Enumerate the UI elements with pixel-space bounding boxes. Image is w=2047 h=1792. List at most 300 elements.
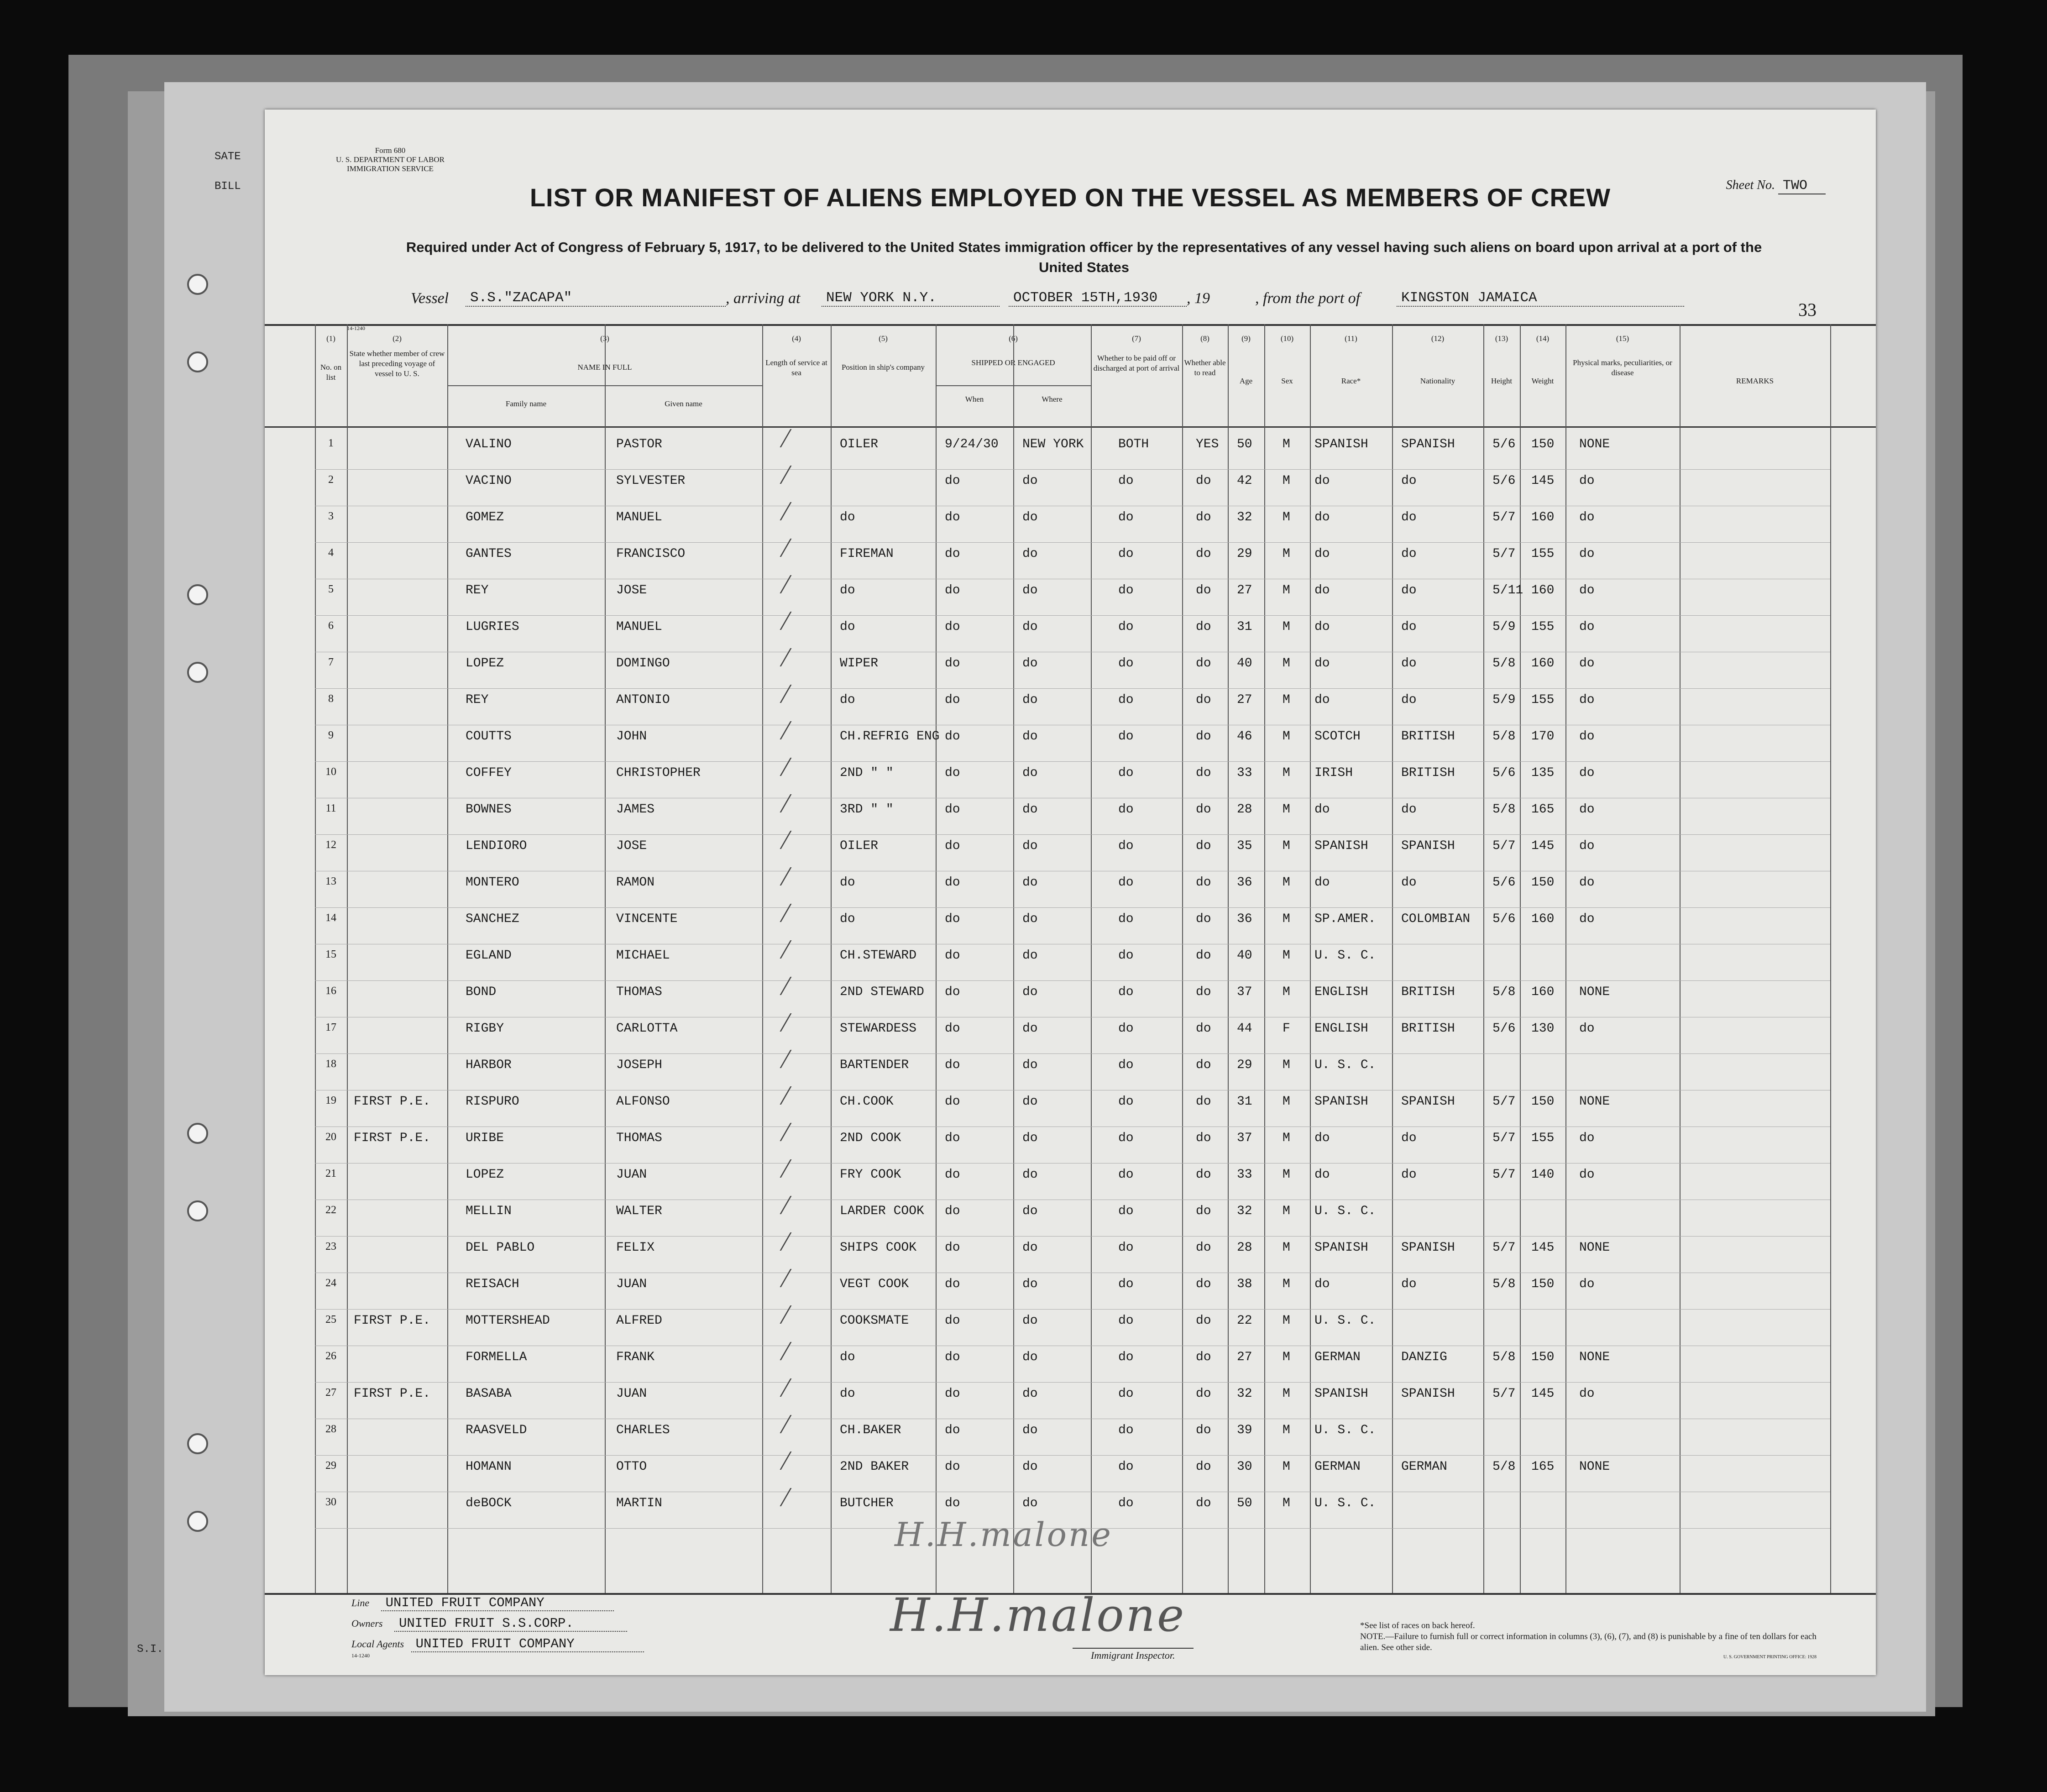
row-able-read: do [1196, 547, 1211, 561]
row-physical-marks: NONE [1579, 1095, 1610, 1109]
row-given-name: JUAN [616, 1387, 647, 1401]
header-name-in-full: NAME IN FULL [577, 363, 632, 372]
row-position: BUTCHER [840, 1496, 894, 1510]
row-position: 3RD " " [840, 802, 894, 817]
row-number: 23 [325, 1241, 336, 1252]
row-age: 44 [1237, 1022, 1252, 1036]
sheet-value: TWO [1778, 178, 1826, 194]
table-row [265, 653, 1876, 689]
row-family-name: GANTES [466, 547, 512, 561]
row-position: SHIPS COOK [840, 1241, 917, 1255]
row-shipped-where: do [1022, 875, 1038, 890]
row-sex: M [1283, 802, 1290, 817]
table-row [265, 1054, 1876, 1090]
punch-hole [187, 584, 208, 605]
row-nationality: BRITISH [1401, 766, 1455, 780]
row-shipped-where: do [1022, 839, 1038, 853]
col-number-10: (10) [1280, 334, 1294, 343]
row-shipped-where: do [1022, 474, 1038, 488]
header-no-on-list: No. on list [320, 363, 342, 382]
row-weight: 155 [1531, 693, 1555, 707]
row-weight: 155 [1531, 547, 1555, 561]
row-position: do [840, 583, 855, 597]
row-age: 38 [1237, 1277, 1252, 1291]
row-sex: M [1283, 1496, 1290, 1510]
row-weight: 130 [1531, 1022, 1555, 1036]
row-given-name: JOSE [616, 839, 647, 853]
row-shipped-when: do [945, 1168, 960, 1182]
row-race: ENGLISH [1314, 1022, 1368, 1036]
row-number: 21 [325, 1168, 336, 1179]
row-sex: M [1283, 1095, 1290, 1109]
row-family-name: EGLAND [466, 948, 512, 963]
row-paid-off: do [1118, 1314, 1134, 1328]
row-physical-marks: do [1579, 510, 1595, 524]
row-able-read: do [1196, 839, 1211, 853]
row-physical-marks: do [1579, 1131, 1595, 1145]
row-family-name: DEL PABLO [466, 1241, 535, 1255]
row-race: do [1314, 583, 1330, 597]
row-family-name: SANCHEZ [466, 912, 519, 926]
row-family-name: REISACH [466, 1277, 519, 1291]
row-paid-off: do [1118, 547, 1134, 561]
row-age: 37 [1237, 985, 1252, 999]
row-physical-marks: do [1579, 875, 1595, 890]
row-paid-off: do [1118, 1350, 1134, 1364]
header-shipped-engaged: SHIPPED OR ENGAGED [971, 358, 1055, 367]
form-code: 14-1240 [347, 325, 365, 331]
row-race: do [1314, 656, 1330, 671]
service: IMMIGRATION SERVICE [347, 164, 434, 173]
header-race: Race* [1341, 377, 1361, 385]
header-remarks: REMARKS [1736, 377, 1774, 385]
row-shipped-where: do [1022, 1277, 1038, 1291]
row-age: 50 [1237, 1496, 1252, 1510]
row-height: 5/9 [1492, 693, 1516, 707]
row-paid-off: do [1118, 1058, 1134, 1072]
punch-hole [187, 351, 208, 372]
row-age: 39 [1237, 1423, 1252, 1437]
owners-value: UNITED FRUIT S.S.CORP. [394, 1616, 627, 1632]
row-given-name: CHARLES [616, 1423, 670, 1437]
row-family-name: LOPEZ [466, 1168, 504, 1182]
row-family-name: LOPEZ [466, 656, 504, 671]
row-sex: M [1283, 1058, 1290, 1072]
row-able-read: do [1196, 985, 1211, 999]
row-able-read: YES [1196, 437, 1219, 451]
row-nationality: BRITISH [1401, 729, 1455, 744]
row-race: SPANISH [1314, 437, 1368, 451]
row-shipped-when: do [945, 912, 960, 926]
row-position: COOKSMATE [840, 1314, 909, 1328]
row-able-read: do [1196, 948, 1211, 963]
row-race: IRISH [1314, 766, 1353, 780]
row-shipped-when: do [945, 1387, 960, 1401]
row-shipped-when: do [945, 1204, 960, 1218]
row-race: SP.AMER. [1314, 912, 1376, 926]
row-position: do [840, 693, 855, 707]
row-family-name: MELLIN [466, 1204, 512, 1218]
row-able-read: do [1196, 620, 1211, 634]
row-given-name: THOMAS [616, 1131, 662, 1145]
header-when: When [965, 395, 984, 403]
col-number-6: (6) [1009, 334, 1018, 343]
row-age: 27 [1237, 1350, 1252, 1364]
row-physical-marks: NONE [1579, 437, 1610, 451]
row-nationality: do [1401, 875, 1417, 890]
row-height: 5/9 [1492, 620, 1516, 634]
row-age: 32 [1237, 510, 1252, 524]
row-given-name: MANUEL [616, 620, 662, 634]
table-row [265, 507, 1876, 543]
row-shipped-when: do [945, 839, 960, 853]
row-number: 16 [325, 985, 336, 997]
row-race: do [1314, 547, 1330, 561]
row-paid-off: do [1118, 729, 1134, 744]
table-row [265, 1127, 1876, 1163]
row-able-read: do [1196, 1496, 1211, 1510]
row-physical-marks: do [1579, 729, 1595, 744]
row-shipped-when: 9/24/30 [945, 437, 999, 451]
row-age: 40 [1237, 948, 1252, 963]
col-number-1: (1) [326, 334, 335, 343]
form-number: Form 680 [375, 146, 406, 155]
row-weight: 145 [1531, 1241, 1555, 1255]
row-position: FIREMAN [840, 547, 894, 561]
header-where: Where [1042, 395, 1063, 403]
row-number: 29 [325, 1460, 336, 1472]
row-age: 42 [1237, 474, 1252, 488]
row-position: do [840, 875, 855, 890]
row-shipped-where: do [1022, 1058, 1038, 1072]
row-able-read: do [1196, 474, 1211, 488]
row-shipped-when: do [945, 985, 960, 999]
row-previous-voyage: FIRST P.E. [354, 1095, 431, 1109]
row-physical-marks: NONE [1579, 1241, 1610, 1255]
row-position: LARDER COOK [840, 1204, 924, 1218]
row-given-name: RAMON [616, 875, 655, 890]
row-paid-off: do [1118, 1387, 1134, 1401]
row-race: SPANISH [1314, 1387, 1368, 1401]
col-number-7: (7) [1132, 334, 1141, 343]
row-position: BARTENDER [840, 1058, 909, 1072]
table-header [265, 324, 1876, 428]
table-row [265, 908, 1876, 944]
row-age: 29 [1237, 547, 1252, 561]
row-shipped-where: NEW YORK [1022, 437, 1084, 451]
row-able-read: do [1196, 766, 1211, 780]
table-row [265, 726, 1876, 762]
footer-owners [351, 1616, 627, 1632]
printer-note: U. S. GOVERNMENT PRINTING OFFICE: 1928 [1723, 1655, 1817, 1660]
row-number: 7 [328, 656, 334, 668]
row-position: do [840, 912, 855, 926]
row-paid-off: do [1118, 875, 1134, 890]
row-age: 22 [1237, 1314, 1252, 1328]
page-subtitle: Required under Act of Congress of February 5, 1917, to be delivered to the United States immigration officer by the representatives of any vessel having such aliens on board upon arrival at a port of the United States [406, 239, 1762, 275]
row-shipped-where: do [1022, 1387, 1038, 1401]
header-paid-off: Whether to be paid off or discharged at port of arrival [1093, 354, 1180, 372]
edge-mark: S.I. [137, 1643, 163, 1656]
row-sex: M [1283, 1168, 1290, 1182]
row-height: 5/6 [1492, 1022, 1516, 1036]
row-number: 2 [328, 474, 334, 486]
punch-hole [187, 274, 208, 295]
row-number: 15 [325, 948, 336, 960]
row-age: 31 [1237, 620, 1252, 634]
header-length-service: Length of service at sea [765, 358, 827, 377]
row-physical-marks: NONE [1579, 1460, 1610, 1474]
row-given-name: JUAN [616, 1277, 647, 1291]
row-height: 5/6 [1492, 437, 1516, 451]
row-race: SPANISH [1314, 839, 1368, 853]
row-race: U. S. C. [1314, 948, 1376, 963]
header-weight: Weight [1531, 377, 1554, 385]
row-weight: 160 [1531, 912, 1555, 926]
row-paid-off: do [1118, 985, 1134, 999]
row-position: do [840, 1387, 855, 1401]
row-able-read: do [1196, 1350, 1211, 1364]
row-age: 28 [1237, 802, 1252, 817]
row-nationality: do [1401, 474, 1417, 488]
col-number-3: (3) [600, 334, 609, 343]
row-able-read: do [1196, 583, 1211, 597]
row-number: 11 [325, 802, 336, 814]
row-shipped-when: do [945, 1460, 960, 1474]
row-previous-voyage: FIRST P.E. [354, 1387, 431, 1401]
table-row [265, 543, 1876, 579]
row-race: SCOTCH [1314, 729, 1361, 744]
row-shipped-when: do [945, 1131, 960, 1145]
race-note: *See list of races on back hereof. [1360, 1621, 1475, 1630]
departure-port: KINGSTON JAMAICA [1397, 290, 1684, 307]
row-age: 37 [1237, 1131, 1252, 1145]
row-shipped-when: do [945, 766, 960, 780]
row-shipped-when: do [945, 1496, 960, 1510]
row-shipped-where: do [1022, 1241, 1038, 1255]
row-sex: M [1283, 1314, 1290, 1328]
row-position: CH.STEWARD [840, 948, 917, 963]
row-physical-marks: do [1579, 693, 1595, 707]
row-nationality: do [1401, 1131, 1417, 1145]
punch-hole [187, 1433, 208, 1454]
row-weight: 140 [1531, 1168, 1555, 1182]
row-nationality: BRITISH [1401, 985, 1455, 999]
row-sex: M [1283, 437, 1290, 451]
penalty-note: NOTE.—Failure to furnish full or correct information in columns (3), (6), (7), and (8) is punishable by a fine of ten dollars for each alien. See other side. [1360, 1632, 1817, 1652]
row-sex: M [1283, 1350, 1290, 1364]
row-family-name: BOND [466, 985, 497, 999]
row-paid-off: do [1118, 1204, 1134, 1218]
form-id [315, 146, 466, 173]
row-physical-marks: do [1579, 912, 1595, 926]
agents-code: 14-1240 [351, 1652, 370, 1659]
year-label: , 19 [1187, 290, 1210, 307]
row-given-name: JOHN [616, 729, 647, 744]
row-race: do [1314, 620, 1330, 634]
row-able-read: do [1196, 802, 1211, 817]
row-race: do [1314, 1277, 1330, 1291]
page-title: LIST OR MANIFEST OF ALIENS EMPLOYED ON THE VESSEL AS MEMBERS OF CREW [529, 183, 1611, 212]
row-sex: M [1283, 912, 1290, 926]
row-paid-off: do [1118, 1277, 1134, 1291]
row-paid-off: do [1118, 912, 1134, 926]
row-able-read: do [1196, 1460, 1211, 1474]
row-family-name: REY [466, 693, 489, 707]
row-position: 2ND STEWARD [840, 985, 924, 999]
row-height: 5/8 [1492, 802, 1516, 817]
row-number: 24 [325, 1277, 336, 1289]
col-number-14: (14) [1536, 334, 1550, 343]
row-age: 32 [1237, 1204, 1252, 1218]
row-family-name: LENDIORO [466, 839, 527, 853]
row-height: 5/7 [1492, 1387, 1516, 1401]
manifest-sheet [265, 110, 1876, 1675]
row-rule [315, 1236, 1830, 1237]
row-shipped-when: do [945, 510, 960, 524]
row-weight: 145 [1531, 474, 1555, 488]
row-shipped-where: do [1022, 1095, 1038, 1109]
row-age: 29 [1237, 1058, 1252, 1072]
row-family-name: VACINO [466, 474, 512, 488]
owners-label: Owners [351, 1618, 383, 1629]
row-paid-off: do [1118, 693, 1134, 707]
row-number: 6 [328, 620, 334, 632]
row-able-read: do [1196, 1277, 1211, 1291]
header-nationality: Nationality [1420, 377, 1455, 385]
row-sex: M [1283, 547, 1290, 561]
row-given-name: FRANCISCO [616, 547, 686, 561]
row-nationality: do [1401, 802, 1417, 817]
row-age: 46 [1237, 729, 1252, 744]
header-age: Age [1239, 377, 1253, 385]
row-nationality: COLOMBIAN [1401, 912, 1471, 926]
row-given-name: PASTOR [616, 437, 662, 451]
table-row [265, 1164, 1876, 1200]
row-able-read: do [1196, 693, 1211, 707]
row-shipped-when: do [945, 474, 960, 488]
inspector-label: Immigrant Inspector. [1073, 1648, 1194, 1662]
row-shipped-when: do [945, 1058, 960, 1072]
row-nationality: SPANISH [1401, 437, 1455, 451]
footer-line [351, 1595, 614, 1611]
row-able-read: do [1196, 510, 1211, 524]
row-shipped-where: do [1022, 656, 1038, 671]
row-shipped-where: do [1022, 693, 1038, 707]
col-number-4: (4) [792, 334, 801, 343]
row-age: 28 [1237, 1241, 1252, 1255]
row-number: 4 [328, 547, 334, 559]
row-position: WIPER [840, 656, 879, 671]
row-family-name: COFFEY [466, 766, 512, 780]
row-shipped-when: do [945, 1423, 960, 1437]
row-height: 5/7 [1492, 1168, 1516, 1182]
vessel-label: Vessel [411, 290, 449, 307]
row-race: U. S. C. [1314, 1058, 1376, 1072]
row-able-read: do [1196, 1314, 1211, 1328]
row-sex: M [1283, 510, 1290, 524]
row-family-name: LUGRIES [466, 620, 519, 634]
row-height: 5/7 [1492, 510, 1516, 524]
row-paid-off: do [1118, 656, 1134, 671]
table-row [265, 1456, 1876, 1492]
row-family-name: BOWNES [466, 802, 512, 817]
crew-rows [265, 424, 1876, 1593]
table-row [265, 1420, 1876, 1456]
row-age: 27 [1237, 693, 1252, 707]
row-able-read: do [1196, 912, 1211, 926]
row-number: 1 [328, 437, 334, 449]
row-sex: M [1283, 875, 1290, 890]
row-physical-marks: do [1579, 802, 1595, 817]
row-nationality: SPANISH [1401, 1387, 1455, 1401]
row-given-name: MICHAEL [616, 948, 670, 963]
row-nationality: do [1401, 656, 1417, 671]
row-shipped-when: do [945, 802, 960, 817]
row-physical-marks: do [1579, 766, 1595, 780]
row-physical-marks: do [1579, 1277, 1595, 1291]
row-family-name: deBOCK [466, 1496, 512, 1510]
row-race: do [1314, 875, 1330, 890]
row-shipped-when: do [945, 620, 960, 634]
row-family-name: MONTERO [466, 875, 519, 890]
row-family-name: HOMANN [466, 1460, 512, 1474]
row-age: 33 [1237, 1168, 1252, 1182]
row-sex: M [1283, 1387, 1290, 1401]
table-row [265, 1310, 1876, 1346]
row-shipped-when: do [945, 583, 960, 597]
row-weight: 160 [1531, 583, 1555, 597]
row-given-name: JOSE [616, 583, 647, 597]
row-race: SPANISH [1314, 1241, 1368, 1255]
row-rule [315, 1455, 1830, 1456]
row-nationality: do [1401, 547, 1417, 561]
punch-hole [187, 1511, 208, 1532]
row-position: CH.COOK [840, 1095, 894, 1109]
table-row [265, 981, 1876, 1017]
row-paid-off: do [1118, 1168, 1134, 1182]
row-able-read: do [1196, 729, 1211, 744]
row-paid-off: do [1118, 1496, 1134, 1510]
row-shipped-when: do [945, 1314, 960, 1328]
row-nationality: SPANISH [1401, 1241, 1455, 1255]
row-position: OILER [840, 437, 879, 451]
row-shipped-when: do [945, 1277, 960, 1291]
row-number: 12 [325, 839, 336, 851]
row-shipped-when: do [945, 547, 960, 561]
edge-mark: SATE [215, 151, 241, 163]
row-height: 5/6 [1492, 766, 1516, 780]
row-given-name: JUAN [616, 1168, 647, 1182]
table-row [265, 1018, 1876, 1054]
row-physical-marks: do [1579, 1387, 1595, 1401]
row-sex: M [1283, 474, 1290, 488]
col-number-11: (11) [1345, 334, 1357, 343]
row-sex: M [1283, 839, 1290, 853]
row-shipped-when: do [945, 875, 960, 890]
row-sex: M [1283, 766, 1290, 780]
row-race: U. S. C. [1314, 1496, 1376, 1510]
table-row [265, 1383, 1876, 1419]
row-family-name: VALINO [466, 437, 512, 451]
row-age: 35 [1237, 839, 1252, 853]
row-family-name: FORMELLA [466, 1350, 527, 1364]
row-rule [315, 1382, 1830, 1383]
row-rule [315, 761, 1830, 762]
row-shipped-where: do [1022, 985, 1038, 999]
row-shipped-where: do [1022, 1460, 1038, 1474]
table-row [265, 1091, 1876, 1127]
